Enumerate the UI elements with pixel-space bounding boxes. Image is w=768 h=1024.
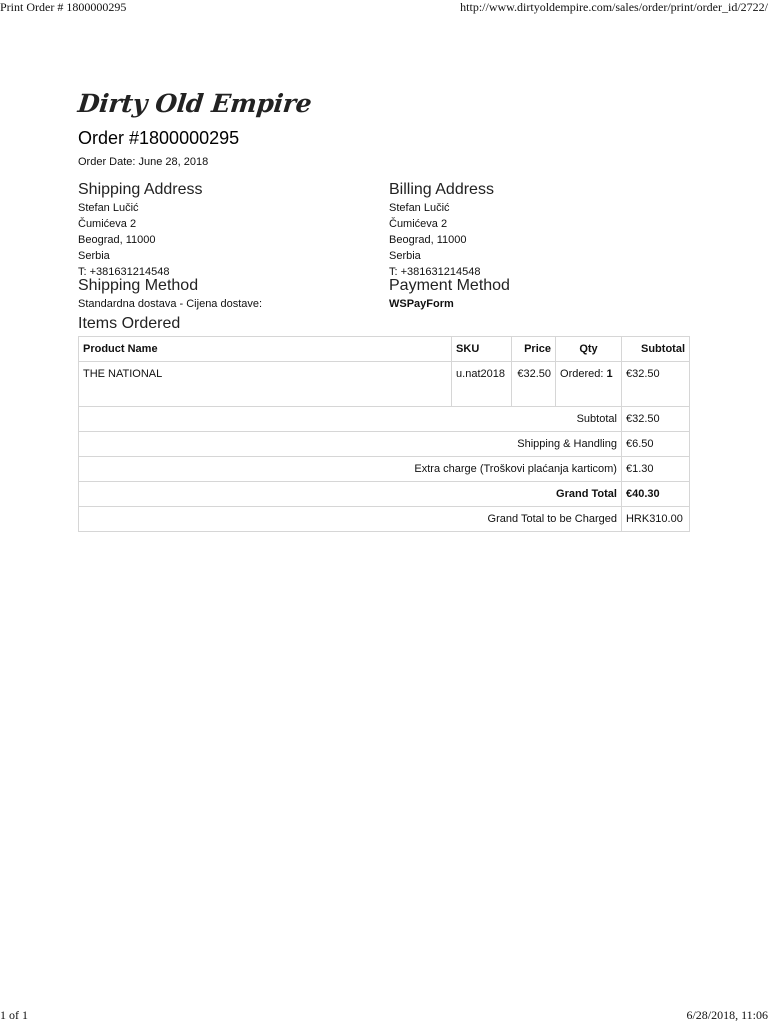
print-footer — [0, 1008, 768, 1024]
totals-value: HRK310.00 — [621, 507, 689, 532]
table-header-row — [79, 337, 690, 362]
order-document — [78, 86, 690, 532]
totals-row-extra-charge — [79, 457, 690, 482]
totals-row-charged — [79, 507, 690, 532]
shipping-address-line: Čumićeva 2 — [78, 218, 137, 230]
addresses — [78, 180, 690, 276]
totals-value: €6.50 — [621, 432, 689, 457]
totals-value: €32.50 — [621, 407, 689, 432]
totals-label: Extra charge (Troškovi plaćanja karticom) — [79, 457, 622, 482]
shipping-address-line: Serbia — [78, 250, 110, 262]
column-header-product-name: Product Name — [79, 337, 452, 362]
billing-address-line: Čumićeva 2 — [389, 218, 448, 230]
totals-value: €1.30 — [621, 457, 689, 482]
column-header-qty: Qty — [556, 337, 622, 362]
grand-total-value: €40.30 — [621, 482, 689, 507]
shipping-method-value: Standardna dostava - Cijena dostave: — [78, 298, 263, 310]
product-qty — [556, 362, 622, 407]
totals-label: Grand Total to be Charged — [79, 507, 622, 532]
order-date: Order Date: June 28, 2018 — [78, 156, 209, 168]
billing-address-line: Stefan Lučić — [389, 202, 450, 214]
product-sku: u.nat2018 — [452, 362, 512, 407]
shipping-address-line: T: +381631214548 — [78, 266, 170, 278]
column-header-subtotal: Subtotal — [621, 337, 689, 362]
product-subtotal: €32.50 — [621, 362, 689, 407]
grand-total-label: Grand Total — [79, 482, 622, 507]
column-header-price: Price — [512, 337, 556, 362]
column-header-sku: SKU — [452, 337, 512, 362]
page-count: 1 of 1 — [0, 1008, 28, 1022]
table-row — [79, 362, 690, 407]
shipping-address-line: Beograd, 11000 — [78, 234, 156, 246]
totals-label: Shipping & Handling — [79, 432, 622, 457]
print-title: Print Order # 1800000295 — [0, 0, 127, 14]
print-url: http://www.dirtyoldempire.com/sales/order/print/order_id/2722/ — [460, 0, 768, 14]
qty-value: 1 — [606, 368, 613, 380]
payment-method — [389, 276, 689, 312]
totals-label: Subtotal — [79, 407, 622, 432]
payment-method-heading: Payment Method — [389, 277, 510, 294]
product-name: THE NATIONAL — [79, 362, 452, 407]
items-ordered-heading: Items Ordered — [78, 315, 181, 332]
shipping-address-line: Stefan Lučić — [78, 202, 139, 214]
shipping-method-heading: Shipping Method — [78, 277, 199, 294]
print-header — [0, 0, 768, 16]
billing-address-heading: Billing Address — [389, 181, 494, 198]
payment-method-value: WSPayForm — [389, 298, 454, 310]
items-table — [78, 336, 690, 532]
totals-row-shipping — [79, 432, 690, 457]
billing-address-line: Serbia — [389, 250, 421, 262]
billing-address — [389, 180, 689, 280]
product-price: €32.50 — [512, 362, 556, 407]
order-title: Order #1800000295 — [78, 128, 240, 148]
totals-row-subtotal — [79, 407, 690, 432]
billing-address-line: T: +381631214548 — [389, 266, 481, 278]
totals-row-grand-total — [79, 482, 690, 507]
billing-address-line: Beograd, 11000 — [389, 234, 467, 246]
methods — [78, 276, 690, 312]
print-datetime: 6/28/2018, 11:06 — [686, 1008, 768, 1022]
shipping-address — [78, 180, 378, 280]
store-logo: Dirty Old Empire — [76, 89, 313, 118]
qty-label: Ordered: — [560, 368, 607, 380]
shipping-method — [78, 276, 378, 312]
shipping-address-heading: Shipping Address — [78, 181, 203, 198]
